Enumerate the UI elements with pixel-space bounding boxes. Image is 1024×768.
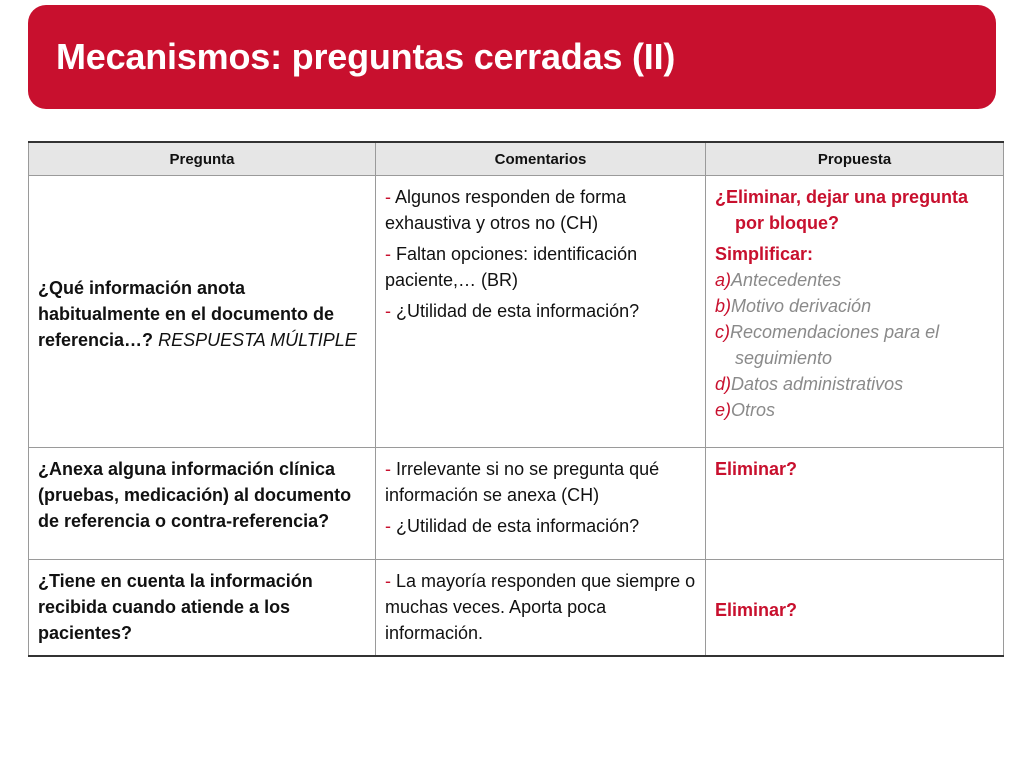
- cell-propuesta: [706, 176, 1004, 448]
- comment-item: - Irrelevante si no se pregunta qué información se anexa (CH): [385, 459, 660, 505]
- cell-comentarios: [376, 448, 706, 560]
- pregunta-text: ¿Tiene en cuenta la información recibida cuando atiende a los pacientes?: [38, 571, 313, 643]
- option-item: b)Motivo derivación: [715, 296, 872, 316]
- propuesta-main: Eliminar?: [715, 599, 798, 620]
- cell-propuesta: [706, 560, 1004, 657]
- cell-propuesta: [706, 448, 1004, 560]
- cell-pregunta: [29, 560, 376, 657]
- option-item: e)Otros: [715, 400, 776, 420]
- comment-item: - La mayoría responden que siempre o muchas veces. Aporta poca información.: [385, 571, 696, 643]
- comparison-table: [28, 141, 1004, 657]
- slide-title: Mecanismos: preguntas cerradas (II): [56, 36, 676, 77]
- propuesta-sub: Simplificar:: [715, 244, 814, 264]
- comment-item: - ¿Utilidad de esta información?: [385, 516, 640, 536]
- table-header-row: [29, 142, 1004, 176]
- pregunta-text: ¿Anexa alguna información clínica (pruebas, medicación) al documento de referencia o contra-referencia?: [38, 459, 352, 531]
- pregunta-note: RESPUESTA MÚLTIPLE: [158, 329, 357, 350]
- cell-comentarios: [376, 560, 706, 657]
- table-row: [29, 448, 1004, 560]
- comment-item: - Faltan opciones: identificación paciente,… (BR): [385, 244, 638, 290]
- comment-item: - Algunos responden de forma exhaustiva y otros no (CH): [385, 187, 627, 233]
- title-bar: [28, 5, 996, 109]
- header-propuesta: Propuesta: [706, 142, 1004, 176]
- header-comentarios: Comentarios: [376, 142, 706, 176]
- comment-item: - ¿Utilidad de esta información?: [385, 301, 640, 321]
- cell-pregunta: [29, 448, 376, 560]
- cell-pregunta: [29, 176, 376, 448]
- option-item: d)Datos administrativos: [715, 374, 904, 394]
- pregunta-text: ¿Qué información anota habitualmente en el documento de referencia…?: [38, 277, 335, 350]
- table-row: [29, 176, 1004, 448]
- header-pregunta: Pregunta: [29, 142, 376, 176]
- table-row: [29, 560, 1004, 657]
- cell-comentarios: [376, 176, 706, 448]
- option-item: c)Recomendaciones para el seguimiento: [715, 322, 940, 368]
- option-item: a)Antecedentes: [715, 270, 842, 290]
- propuesta-main: ¿Eliminar, dejar una pregunta por bloque?: [715, 187, 969, 233]
- propuesta-main: Eliminar?: [715, 459, 798, 479]
